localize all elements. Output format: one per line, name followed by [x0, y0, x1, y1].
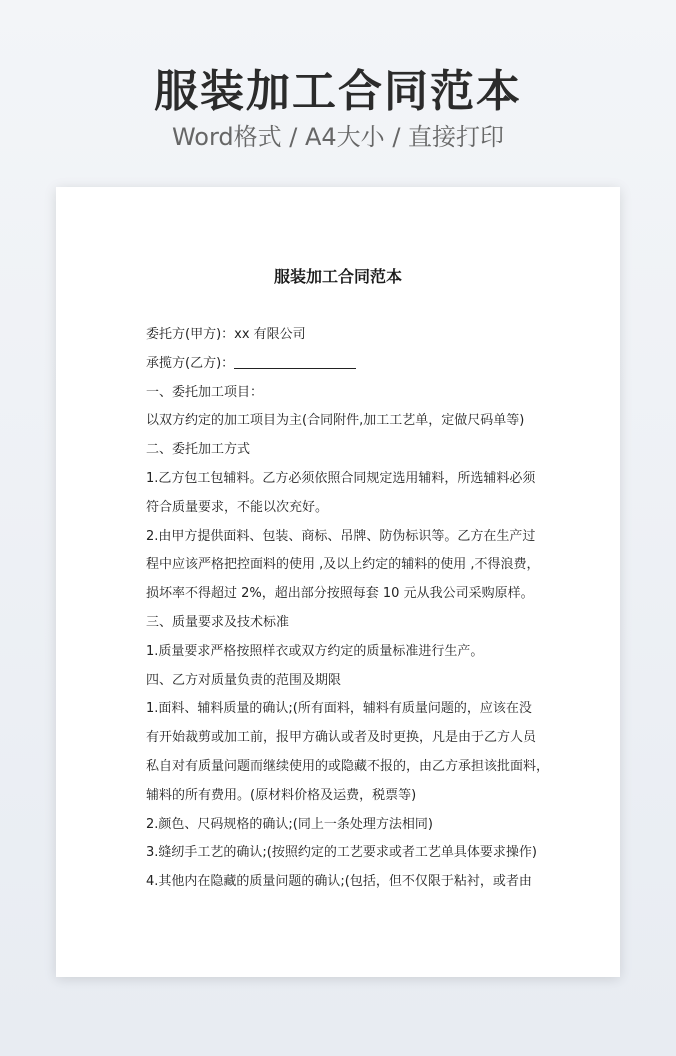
contract-line: 2.颜色、尺码规格的确认;(同上一条处理方法相同) [146, 816, 433, 832]
contract-line: 1.质量要求严格按照样衣或双方约定的质量标准进行生产。 [146, 643, 484, 659]
party-b-blank [234, 354, 356, 369]
document-title: 服装加工合同范本 [273, 267, 402, 286]
contract-line: 辅料的所有费用。(原材料价格及运费，税票等) [146, 787, 417, 803]
contract-line: 损坏率不得超过 2%，超出部分按照每套 10 元从我公司采购原样。 [146, 586, 534, 602]
contract-line: 四、乙方对质量负责的范围及期限 [146, 672, 342, 688]
contract-line: 2.由甲方提供面料、包装、商标、吊牌、防伪标识等。乙方在生产过 [146, 528, 536, 544]
contract-line: 4.其他内在隐藏的质量问题的确认;(包括，但不仅限于粘衬，或者由 [146, 874, 532, 890]
document-page [56, 187, 620, 977]
contract-line: 符合质量要求，不能以次充好。 [146, 499, 329, 515]
contract-line: 私自对有质量问题而继续使用的或隐藏不报的，由乙方承担该批面料， [146, 758, 550, 774]
contract-line: 有开始裁剪或加工前，报甲方确认或者及时更换，凡是由于乙方人员 [146, 730, 537, 746]
contract-line: 二、委托加工方式 [146, 442, 251, 458]
hero-subtitle: Word格式 / A4大小 / 直接打印 [171, 123, 505, 151]
contract-line: 3.缝纫手工艺的确认;(按照约定的工艺要求或者工艺单具体要求操作) [146, 845, 537, 861]
contract-line: 1.乙方包工包辅料。乙方必须依照合同规定选用辅料，所选辅料必须 [146, 470, 536, 486]
party-b-label: 承揽方(乙方)： [146, 355, 235, 371]
contract-line: 以双方约定的加工项目为主(合同附件,加工工艺单，定做尺码单等) [146, 413, 525, 429]
party-b-line [146, 350, 546, 379]
contract-lines [146, 379, 550, 897]
contract-line: 程中应该严格把控面料的使用 ,及以上约定的辅料的使用 ,不得浪费， [146, 557, 540, 573]
document-body [146, 321, 550, 897]
contract-line: 三、质量要求及技术标准 [146, 614, 290, 630]
party-a-line: 委托方(甲方)：xx 有限公司 [146, 327, 306, 342]
contract-line: 1.面料、辅料质量的确认;(所有面料，辅料有质量问题的，应该在没 [146, 701, 532, 717]
contract-line: 一、委托加工项目： [146, 384, 264, 400]
hero-title: 服装加工合同范本 [154, 66, 522, 117]
